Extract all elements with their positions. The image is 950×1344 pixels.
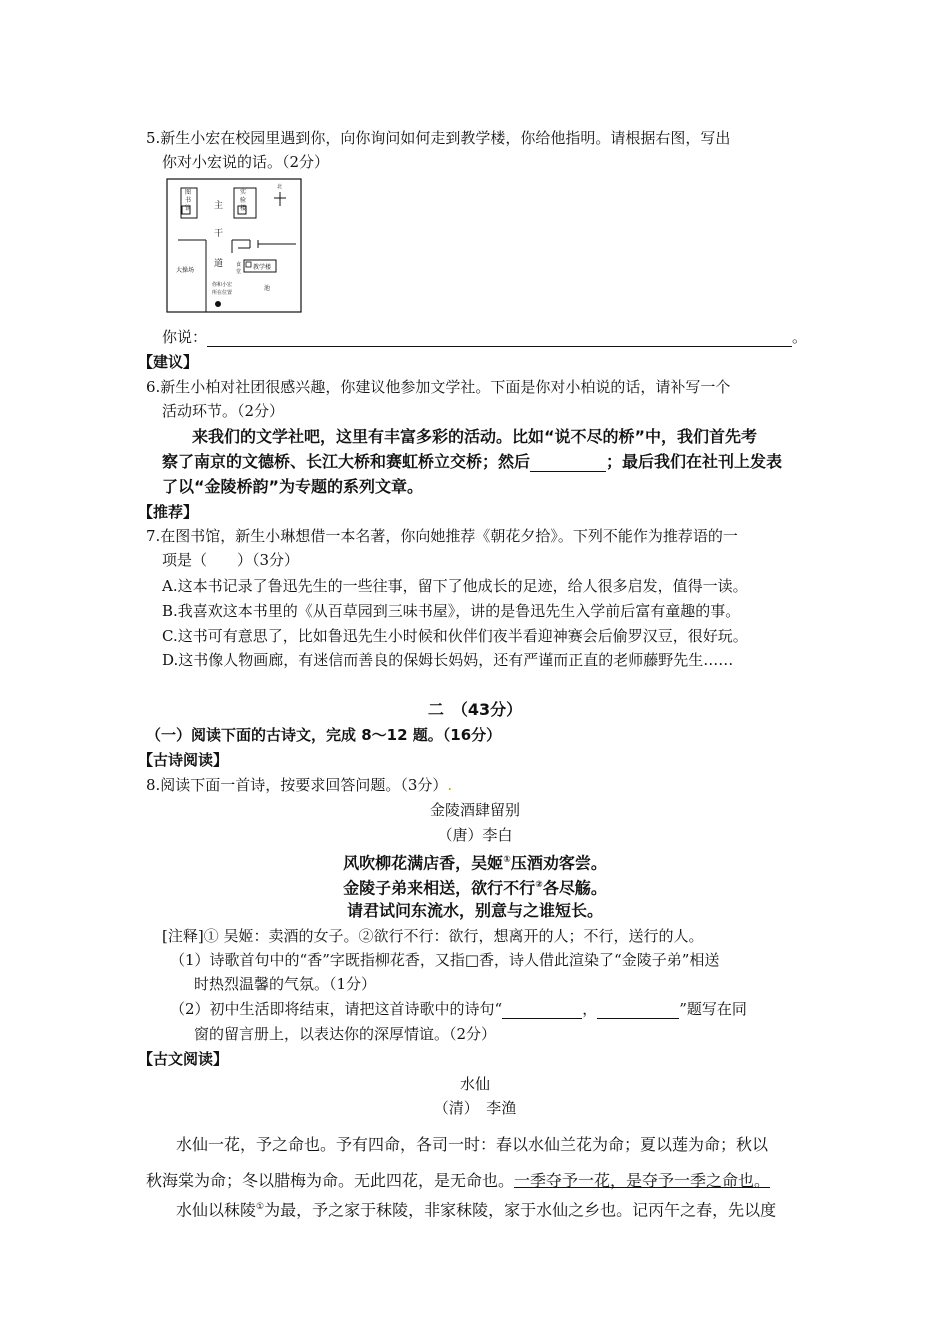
q8-sub1-line1: （1）诗歌首句中的“香”字既指柳花香，又指□香，诗人借此渲染了“金陵子弟”相送 [170,951,720,969]
q6-passage-line2-end: ；最后我们在社刊上发表 [606,452,783,471]
part2-heading: 二 （43分） [427,700,523,719]
q7-option-b: B.我喜欢这本书里的《从百草园到三味书屋》，讲的是鲁迅先生入学前后富有童趣的事。 [162,602,741,620]
q6-passage-line3: 了以“金陵桥韵”为专题的系列文章。 [162,477,424,496]
section-recommend-heading: 【推荐】 [138,503,199,521]
q6-passage-line2-start: 察了南京的文德桥、长江大桥和赛虹桥立交桥；然后 [162,452,531,471]
part2-sub1: （一）阅读下面的古诗文，完成 8～12 题。（16分） [146,726,502,744]
q8-dot: . [447,776,453,794]
q6-prompt-line2: 活动环节。（2分） [162,402,285,420]
map-teaching-label: 教学楼 [253,264,272,271]
q5-prompt-line1: 5.新生小宏在校园里遇到你，向你询问如何走到教学楼，你给他指明。请根据右图，写出 [146,129,731,147]
prose-para-line3-start: 水仙以秣陵 [176,1200,257,1220]
q5-answer-label: 你说： [162,328,208,346]
q8-sub2-line2: 窗的留言册上，以表达你的深厚情谊。（2分） [194,1025,497,1043]
q8-prompt-text: 8.阅读下面一首诗，按要求回答问题。（3分） [146,776,448,794]
prose-para-line2-start: 秋海棠为命；冬以腊梅为命。无此四花，是无命也。 [146,1171,515,1190]
map-lab-label-2: 验 [240,197,247,204]
section-poem-heading: 【古诗阅读】 [138,751,229,769]
poem-line2 [0,875,950,898]
poem-line1-start: 风吹柳花满店香，吴姬 [343,853,504,873]
campus-map [166,178,302,313]
map-road-label-3: 道 [214,259,224,269]
poem-note-mark-2: ② [535,880,543,890]
q7-option-a: A.这本书记录了鲁迅先生的一些往事，留下了他成长的足迹，给人很多启发，值得一读。 [162,577,748,595]
q8-sub1-line2: 时热烈温馨的气氛。（1分） [194,975,377,993]
poem-line2-start: 金陵子弟来相送，欲行不行 [343,878,536,898]
poem-author: （唐）李白 [437,826,513,844]
q8-sub2-blank-2[interactable] [597,1002,679,1019]
map-lab-label-3: 楼 [240,205,247,212]
q7-option-d: D.这书像人物画廊，有迷信而善良的保姆长妈妈，还有严谨而正直的老师藤野先生…… [162,651,734,669]
prose-title: 水仙 [459,1075,490,1093]
map-you-label-2: 所在位置 [212,290,233,296]
map-playground-label: 大操场 [176,267,195,274]
q7-prompt-line1: 7.在图书馆，新生小琳想借一本名著，你向她推荐《朝花夕拾》。下列不能作为推荐语的一 [146,527,738,545]
map-road-label-1: 主 [214,201,224,211]
q8-sub2-comma: ， [582,1000,598,1018]
q5-prompt-line2: 你对小宏说的话。（2分） [162,153,330,171]
q8-sub2-end: ”题写在同 [679,1000,747,1018]
q5-answer-end: 。 [792,328,808,346]
map-north-label: 北 [277,184,283,190]
q8-sub2-blank-1[interactable] [502,1002,582,1019]
poem-line1 [0,850,950,873]
q7-prompt-line2: 项是（ ）（3分） [162,551,300,569]
q8-sub2-line1 [170,999,747,1019]
prose-para-line1: 水仙一花，予之命也。予有四命，各司一时：春以水仙兰花为命；夏以莲为命；秋以 [176,1135,769,1154]
prose-underlined-sentence: 一季夺予一花，是夺予一季之命也。 [514,1171,771,1190]
q6-passage-line1: 来我们的文学社吧，这里有丰富多彩的活动。比如“说不尽的桥”中，我们首先考 [192,427,758,446]
q7-option-c: C.这书可有意思了，比如鲁迅先生小时候和伙伴们夜半看迎神赛会后偷罗汉豆，很好玩。 [162,627,748,645]
section-classical-heading: 【古文阅读】 [138,1050,229,1068]
q6-prompt-line1: 6.新生小柏对社团很感兴趣，你建议他参加文学社。下面是你对小柏说的话，请补写一个 [146,378,731,396]
q5-answer-line [162,327,807,347]
prose-para-line2 [146,1171,770,1191]
map-you-label-1: 你和小宏 [212,282,233,288]
poem-title: 金陵酒肆留别 [429,801,520,819]
map-cafeteria-label-2: 堂 [236,269,242,275]
map-lab-label-1: 实 [240,189,247,196]
map-you-dot [215,301,221,307]
poem-note: [注释]① 吴姬：卖酒的女子。②欲行不行：欲行，想离开的人；不行，送行的人。 [162,927,704,945]
map-library-label-3: 馆 [185,205,192,212]
map-road-label-2: 干 [214,229,224,239]
map-cafeteria-label-1: 食 [236,262,242,268]
section-suggest-heading: 【建议】 [138,353,199,371]
map-library-label-1: 图 [185,189,192,196]
map-pond-label: 池 [264,285,271,292]
q6-passage-line2 [162,452,782,472]
north-arrow-icon [274,192,286,206]
prose-para-line3-end: 为最，予之家于秣陵，非家秣陵，家于水仙之乡也。记丙午之春，先以度 [264,1200,777,1220]
prose-para-line3 [176,1197,776,1220]
prose-note-mark: ① [256,1202,265,1212]
q8-sub2-start: （2）初中生活即将结束，请把这首诗歌中的诗句“ [170,1000,503,1018]
q8-prompt-line [146,775,452,795]
prose-author: （清） 李渔 [433,1099,517,1117]
q5-answer-blank[interactable] [207,330,792,347]
poem-line3: 请君试问东流水，别意与之谁短长。 [346,901,603,920]
map-library-label-2: 书 [185,197,192,204]
poem-line1-end: 压酒劝客尝。 [510,853,607,873]
poem-note-mark-1: ① [503,855,511,865]
poem-line2-end: 各尽觞。 [542,878,607,898]
q6-passage-blank[interactable] [530,455,606,472]
